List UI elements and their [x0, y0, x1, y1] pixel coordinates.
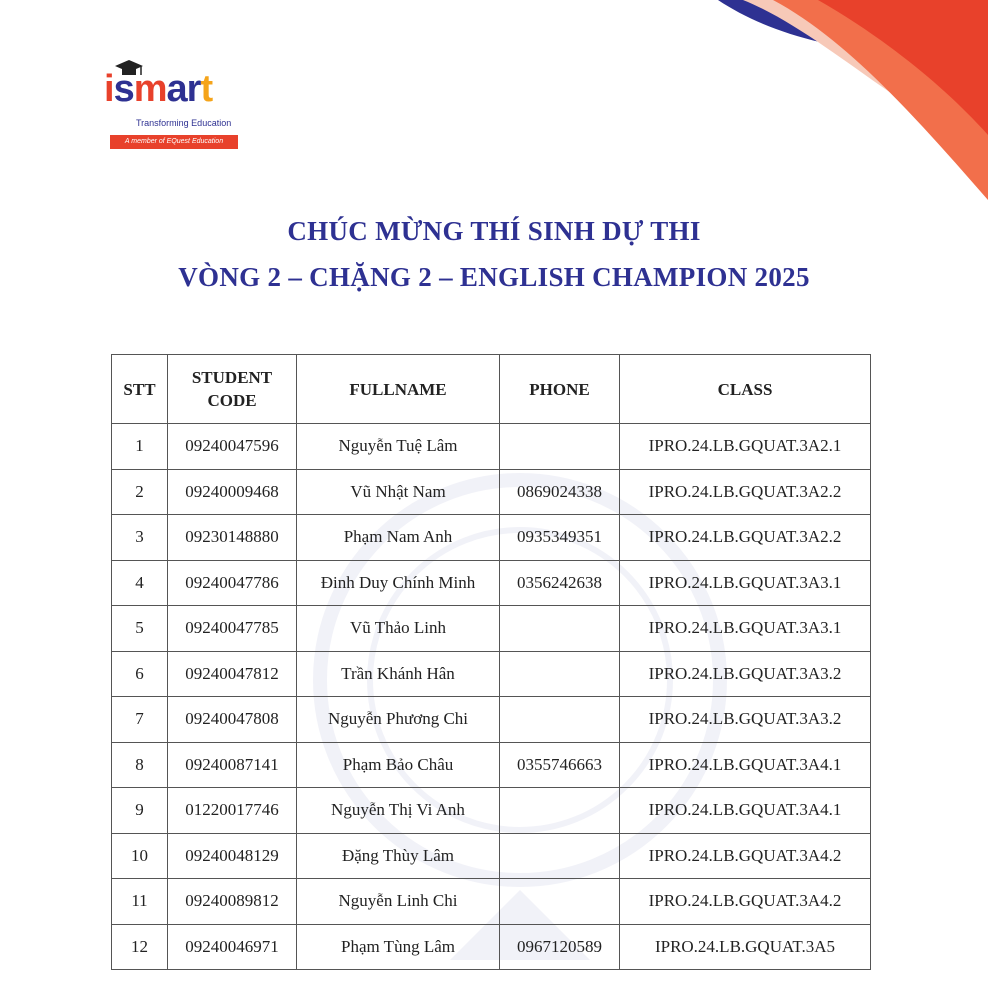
cell-student-code: 09240047596 [168, 424, 297, 470]
cell-student-code: 09240047808 [168, 697, 297, 743]
cell-class: IPRO.24.LB.GQUAT.3A4.1 [620, 788, 871, 834]
cell-stt: 2 [112, 469, 168, 515]
header-student-code-line-1: STUDENT [191, 368, 273, 387]
logo-member-banner: A member of EQuest Education [110, 135, 238, 149]
logo-tagline: Transforming Education [136, 118, 232, 128]
cell-class: IPRO.24.LB.GQUAT.3A3.1 [620, 606, 871, 652]
cell-stt: 8 [112, 742, 168, 788]
cell-class: IPRO.24.LB.GQUAT.3A2.1 [620, 424, 871, 470]
cell-phone [500, 606, 620, 652]
page-title-line-1: CHÚC MỪNG THÍ SINH DỰ THI [287, 216, 701, 246]
cell-class: IPRO.24.LB.GQUAT.3A3.1 [620, 560, 871, 606]
cell-class: IPRO.24.LB.GQUAT.3A2.2 [620, 515, 871, 561]
cell-class: IPRO.24.LB.GQUAT.3A3.2 [620, 651, 871, 697]
table-row [112, 879, 871, 925]
header-student-code-line-2: CODE [207, 391, 257, 410]
cell-class: IPRO.24.LB.GQUAT.3A4.1 [620, 742, 871, 788]
cell-fullname: Trần Khánh Hân [297, 651, 500, 697]
cell-fullname: Phạm Nam Anh [297, 515, 500, 561]
table-header-row [112, 355, 871, 424]
cell-phone [500, 651, 620, 697]
table-row [112, 742, 871, 788]
cell-stt: 11 [112, 879, 168, 925]
cell-phone: 0869024338 [500, 469, 620, 515]
cell-phone: 0355746663 [500, 742, 620, 788]
logo-wordmark [104, 70, 212, 108]
cell-class: IPRO.24.LB.GQUAT.3A3.2 [620, 697, 871, 743]
logo-letter-m: m [133, 68, 167, 110]
header-student-code [168, 355, 297, 424]
cell-student-code: 09240009468 [168, 469, 297, 515]
cell-fullname: Nguyễn Phương Chi [297, 697, 500, 743]
cell-fullname: Vũ Thảo Linh [297, 606, 500, 652]
table-row [112, 924, 871, 970]
table-row [112, 560, 871, 606]
table-row [112, 697, 871, 743]
cell-stt: 12 [112, 924, 168, 970]
logo-letter-i: i [104, 68, 114, 110]
cell-student-code: 09240047812 [168, 651, 297, 697]
cell-stt: 3 [112, 515, 168, 561]
cell-fullname: Nguyễn Thị Vi Anh [297, 788, 500, 834]
cell-phone [500, 879, 620, 925]
cell-stt: 4 [112, 560, 168, 606]
page-title-line-2: VÒNG 2 – CHẶNG 2 – ENGLISH CHAMPION 2025 [178, 262, 810, 292]
cell-phone: 0967120589 [500, 924, 620, 970]
cell-phone [500, 424, 620, 470]
table-row [112, 515, 871, 561]
cell-stt: 5 [112, 606, 168, 652]
header-class: CLASS [620, 355, 871, 424]
cell-student-code: 09240046971 [168, 924, 297, 970]
logo-letter-r: r [186, 68, 201, 110]
ismart-logo [104, 58, 244, 154]
cell-student-code: 09240047786 [168, 560, 297, 606]
header-stt: STT [112, 355, 168, 424]
cell-student-code: 09240089812 [168, 879, 297, 925]
table-row [112, 606, 871, 652]
cell-phone [500, 833, 620, 879]
logo-letter-t: t [200, 68, 213, 110]
cell-stt: 10 [112, 833, 168, 879]
table-row [112, 469, 871, 515]
table-row [112, 424, 871, 470]
cell-fullname: Đinh Duy Chính Minh [297, 560, 500, 606]
cell-fullname: Vũ Nhật Nam [297, 469, 500, 515]
logo-letter-a: a [166, 68, 187, 110]
cell-fullname: Phạm Tùng Lâm [297, 924, 500, 970]
cell-student-code: 09230148880 [168, 515, 297, 561]
cell-fullname: Nguyễn Linh Chi [297, 879, 500, 925]
cell-stt: 1 [112, 424, 168, 470]
cell-stt: 9 [112, 788, 168, 834]
cell-student-code: 09240048129 [168, 833, 297, 879]
table-row [112, 833, 871, 879]
cell-class: IPRO.24.LB.GQUAT.3A4.2 [620, 879, 871, 925]
corner-decoration [568, 0, 988, 210]
cell-stt: 6 [112, 651, 168, 697]
table-row [112, 788, 871, 834]
cell-phone: 0356242638 [500, 560, 620, 606]
results-table [111, 354, 871, 970]
cell-student-code: 01220017746 [168, 788, 297, 834]
table-row [112, 651, 871, 697]
header-fullname: FULLNAME [297, 355, 500, 424]
cell-class: IPRO.24.LB.GQUAT.3A5 [620, 924, 871, 970]
cell-phone [500, 697, 620, 743]
logo-letter-s: s [113, 68, 134, 110]
cell-stt: 7 [112, 697, 168, 743]
cell-fullname: Đặng Thùy Lâm [297, 833, 500, 879]
cell-class: IPRO.24.LB.GQUAT.3A4.2 [620, 833, 871, 879]
cell-class: IPRO.24.LB.GQUAT.3A2.2 [620, 469, 871, 515]
cell-phone [500, 788, 620, 834]
cell-student-code: 09240087141 [168, 742, 297, 788]
header-phone: PHONE [500, 355, 620, 424]
cell-student-code: 09240047785 [168, 606, 297, 652]
cell-fullname: Nguyễn Tuệ Lâm [297, 424, 500, 470]
cell-phone: 0935349351 [500, 515, 620, 561]
cell-fullname: Phạm Bảo Châu [297, 742, 500, 788]
